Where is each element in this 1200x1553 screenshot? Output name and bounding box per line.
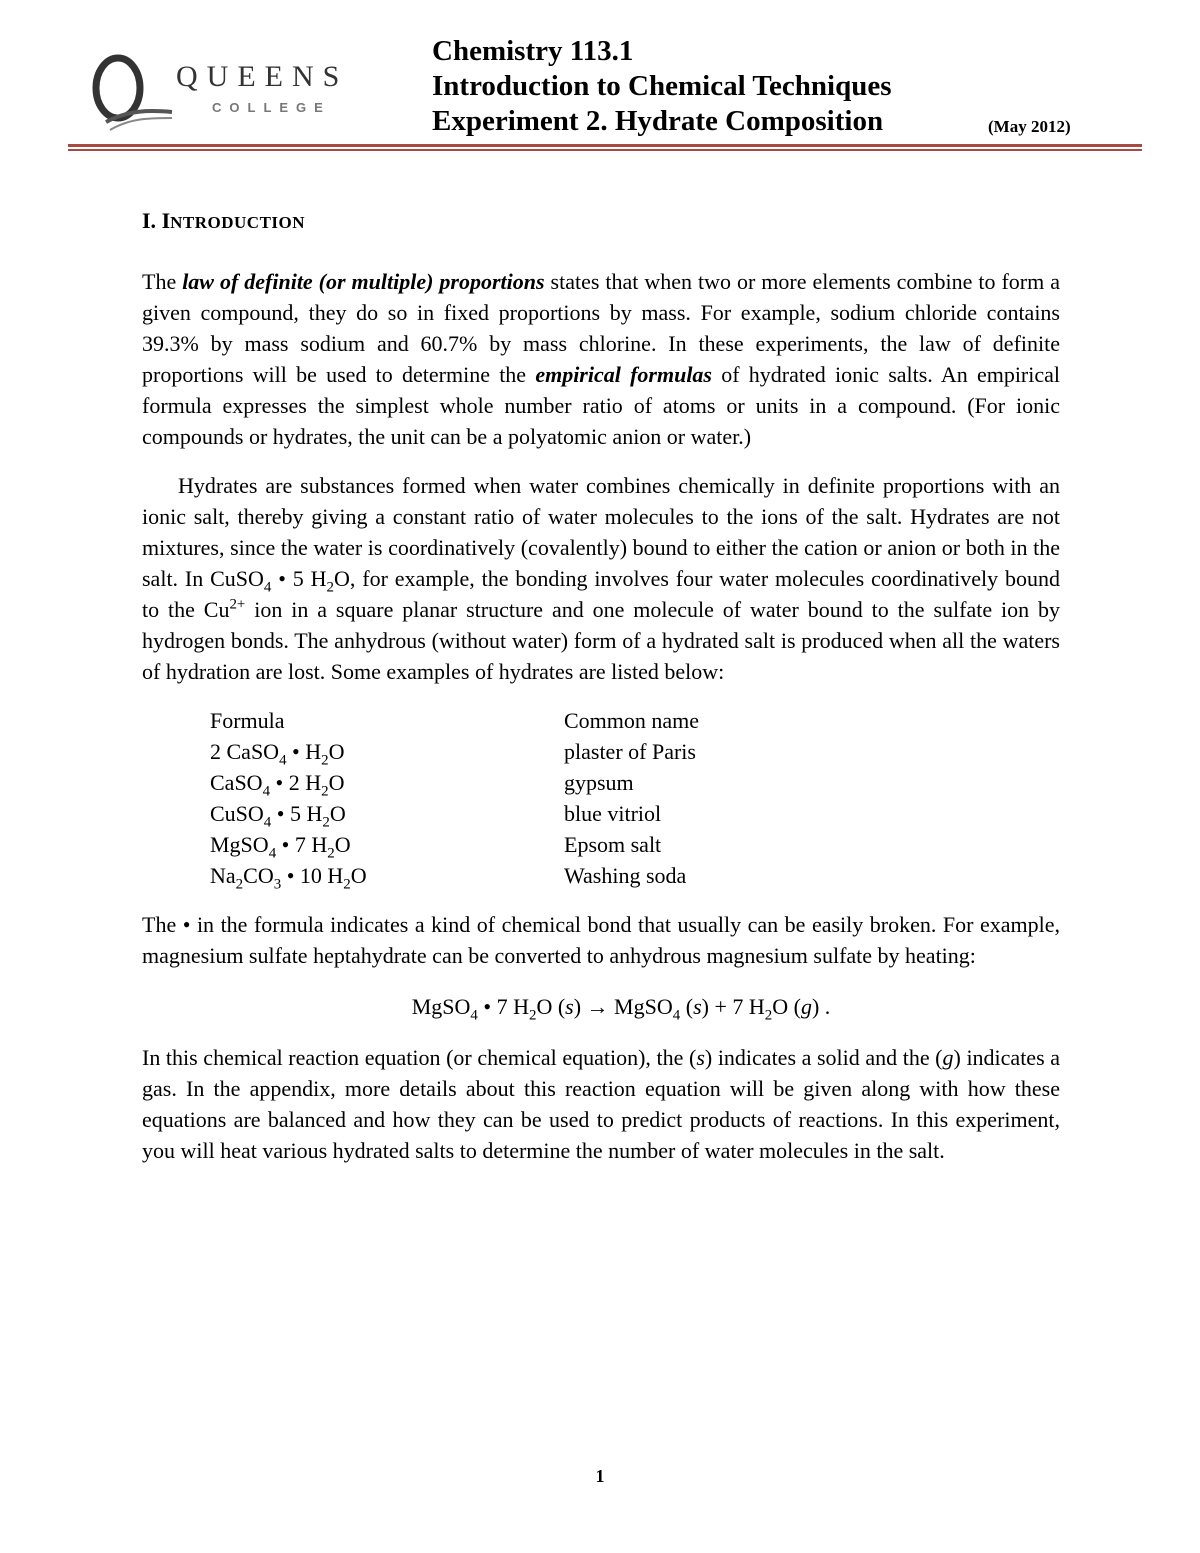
hydrates-paragraph: Hydrates are substances formed when water combines chemically in definite proportions with an ionic salt, thereby giving a constant ratio of water molecules to the ions of the salt. Hydrates are not mixtures, since the water is coordinatively (covalently) bound to either the cation or anion or both in the salt. In CuSO$_4$ • 5 $H_2O$, for example, the bonding involves four water molecules coordinatively bound to the $Cu^{2+}$ ion in a square planar structure and one molecule of water bound to the sulfate ion by hydrogen bonds. The anhydrous (without water) form of a hydrated salt is produced when all the waters of hydration are lost. Some examples of hydrates are listed below: [142, 473, 1060, 684]
table-header-row [210, 705, 699, 736]
bond-paragraph: The • in the formula indicates a kind of chemical bond that usually can be easily broken. For example, magnesium sulfate heptahydrate can be converted to anhydrous magnesium sulfate by heating: [142, 912, 1060, 968]
reaction-explanation-paragraph: In this chemical reaction equation (or chemical equation), the (s) indicates a solid and the (g) indicates a gas. In the appendix, more details about this reaction equation will be given along with how these equations are balanced and how they can be used to predict products of reactions. In this experiment, you will heat various hydrated salts to determine the number of water molecules in the salt. [142, 1045, 1060, 1163]
table-row [210, 860, 699, 891]
column-header-common-name: Common name [564, 708, 700, 733]
table-row [210, 829, 699, 860]
page-content [142, 205, 1060, 1166]
term-definite-proportions: law of definite (or multiple) proportions [182, 269, 545, 294]
term-empirical-formulas: empirical formulas [535, 362, 712, 387]
intro-paragraph: The law of definite (or multiple) proportions states that when two or more elements combine to form a given compound, they do so in fixed proportions by mass. For example, sodium chloride contains 39.3% by mass sodium and 60.7% by mass chlorine. In these experiments, the law of definite proportions will be used to determine the empirical formulas of hydrated ionic salts. An empirical formula expresses the simplest whole number ratio of atoms or units in a compound. (For ionic compounds or hydrates, the unit can be a polyatomic anion or water.) [142, 269, 1061, 449]
column-header-formula: Formula [210, 708, 285, 733]
table-row [210, 767, 699, 798]
page-number: 1 [595, 1466, 605, 1486]
course-title: Introduction to Chemical Techniques [432, 70, 892, 102]
common-name-cell: gypsum [564, 770, 634, 795]
q-logo-icon [88, 52, 178, 142]
table-row [210, 736, 699, 767]
common-name-cell: plaster of Paris [564, 739, 696, 764]
logo-queens-text: QUEENS [176, 60, 349, 93]
hydrates-table [210, 705, 699, 891]
formula-cell: $Na_2CO_3$ • 10 $H_2O$ [210, 863, 367, 893]
common-name-cell: Epsom salt [564, 832, 662, 857]
formula-cell: 2 CaSO$_4$ • $H_2O$ [210, 739, 345, 769]
course-number: Chemistry 113.1 [432, 35, 634, 67]
logo-college-text: COLLEGE [212, 100, 331, 115]
section-number: I. [142, 208, 157, 233]
formula-cell: MgSO$_4$ • 7 $H_2O$ [210, 832, 351, 862]
formula-cell: CaSO$_4$ • 2 $H_2O$ [210, 770, 345, 800]
formula-cell: CuSO$_4$ • 5 $H_2O$ [210, 801, 346, 831]
section-heading [142, 205, 1060, 238]
queens-college-logo [88, 52, 388, 142]
common-name-cell: blue vitriol [564, 801, 662, 826]
common-name-cell: Washing soda [564, 863, 687, 888]
header-divider-secondary [68, 149, 1142, 151]
header-divider [68, 144, 1142, 147]
document-header [432, 34, 892, 139]
reaction-equation: MgSO$_4$ • 7 $H_2O$ (s) → MgSO$_4$ (s) + 7 $H_2O$ (g) . [411, 994, 831, 1024]
section-title-rest: NTRODUCTION [170, 213, 306, 232]
experiment-title: Experiment 2. Hydrate Composition [432, 105, 884, 137]
section-title-initial: I [161, 208, 171, 233]
table-row [210, 798, 699, 829]
document-date: (May 2012) [988, 117, 1071, 136]
